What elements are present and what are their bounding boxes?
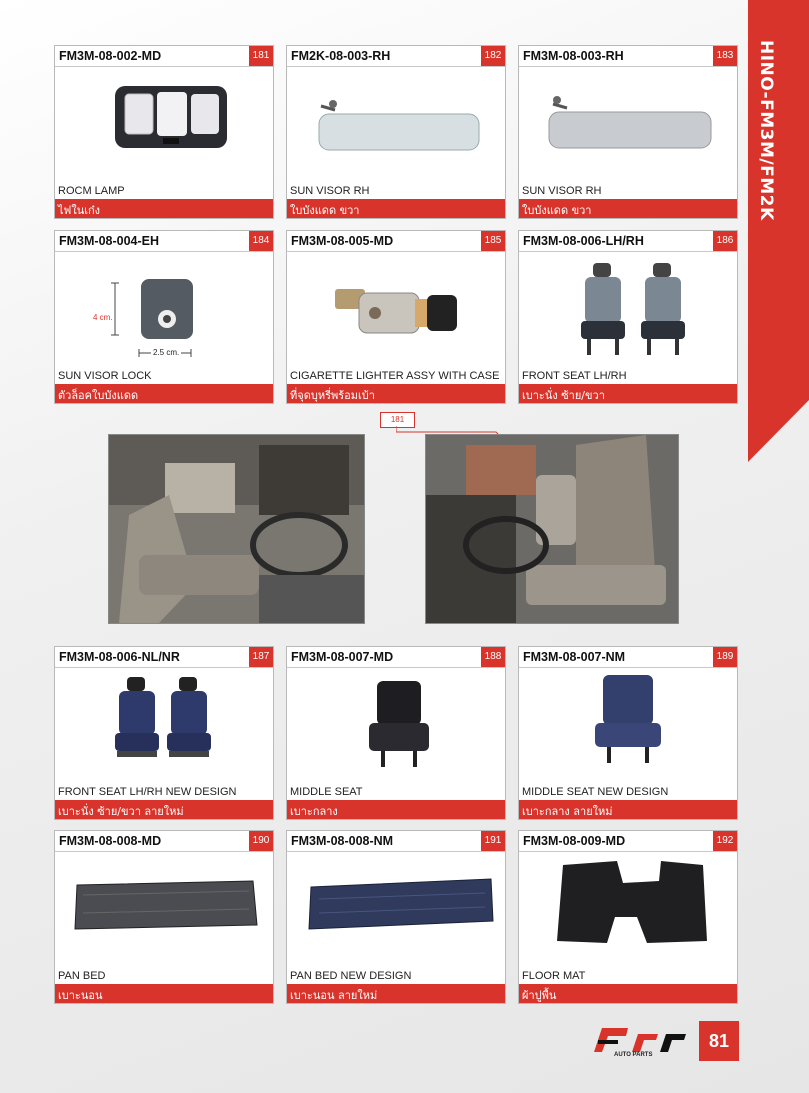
thai-label-band	[287, 384, 505, 403]
logo-subtitle: AUTO PARTS	[614, 1052, 653, 1058]
thai-label-band	[55, 199, 273, 218]
thai-label-band	[519, 800, 737, 819]
part-name-en: SUN VISOR LOCK	[58, 370, 152, 382]
thai-label-band	[519, 384, 737, 403]
page-number: 81	[699, 1021, 739, 1061]
cab-interior-photo-left	[108, 434, 365, 624]
product-card-181[interactable]	[54, 45, 274, 219]
product-card-187[interactable]	[54, 646, 274, 820]
middle-seat-icon	[295, 671, 497, 783]
product-card-190[interactable]	[54, 830, 274, 1004]
part-name-th: ไฟในเก๋ง	[58, 204, 101, 217]
dimension-width: 2.5 cm.	[153, 348, 180, 357]
pan-bed-new-icon	[295, 855, 497, 967]
card-header	[519, 831, 737, 852]
part-code: FM3M-08-009-MD	[523, 834, 626, 848]
card-header	[55, 831, 273, 852]
side-title	[746, 40, 786, 250]
sun-visor-icon	[527, 70, 729, 182]
visor-lock-icon	[63, 255, 265, 367]
thai-label-band	[519, 199, 737, 218]
part-code: FM3M-08-007-MD	[291, 650, 394, 664]
part-name-th: ตัวล็อคใบบังแดด	[58, 389, 139, 402]
pan-bed-icon	[63, 855, 265, 967]
room-lamp-icon	[63, 70, 265, 182]
card-header	[519, 231, 737, 252]
item-number: 186	[713, 231, 737, 251]
product-card-185[interactable]	[286, 230, 506, 404]
part-name-th: ที่จุดบุหรี่พร้อมเบ้า	[290, 389, 375, 402]
part-name-en: FRONT SEAT LH/RH NEW DESIGN	[58, 786, 237, 798]
dimension-height: 4 cm.	[93, 313, 113, 322]
part-code: FM3M-08-007-NM	[523, 650, 626, 664]
product-card-183[interactable]	[518, 45, 738, 219]
card-header	[287, 231, 505, 252]
part-name-en: FLOOR MAT	[522, 970, 586, 982]
part-name-en: MIDDLE SEAT	[290, 786, 363, 798]
thai-label-band	[287, 199, 505, 218]
photo-callout-label: 181	[380, 412, 415, 428]
product-card-186[interactable]	[518, 230, 738, 404]
part-code: FM3M-08-006-LH/RH	[523, 234, 644, 248]
part-code: FM3M-08-008-NM	[291, 834, 394, 848]
part-code: FM3M-08-008-MD	[59, 834, 162, 848]
part-code: FM3M-08-003-RH	[523, 49, 624, 63]
part-code: FM3M-08-004-EH	[59, 234, 160, 248]
thai-label-band	[55, 984, 273, 1003]
cab-interior-photo-right	[425, 434, 679, 624]
thai-label-band	[287, 984, 505, 1003]
part-name-th: เบาะนอน ลายใหม่	[290, 989, 378, 1002]
thai-label-band	[287, 800, 505, 819]
card-header	[519, 46, 737, 67]
item-number: 189	[713, 647, 737, 667]
item-number: 192	[713, 831, 737, 851]
side-title-text: HINO-FM3M/FM2K	[756, 40, 776, 221]
card-header	[55, 231, 273, 252]
sun-visor-icon	[295, 70, 497, 182]
part-name-th: เบาะนั่ง ซ้าย/ขวา ลายใหม่	[58, 805, 184, 818]
part-name-en: SUN VISOR RH	[522, 185, 602, 197]
card-header	[287, 46, 505, 67]
part-name-th: ผ้าปูพื้น	[522, 989, 557, 1002]
product-card-188[interactable]	[286, 646, 506, 820]
part-name-th: เบาะนั่ง ซ้าย/ขวา	[522, 389, 605, 402]
part-name-en: CIGARETTE LIGHTER ASSY WITH CASE	[290, 370, 500, 382]
floor-mat-icon	[527, 855, 729, 967]
pcr-logo	[588, 1022, 688, 1062]
part-name-th: เบาะนอน	[58, 989, 103, 1002]
card-header	[55, 647, 273, 668]
thai-label-band	[55, 384, 273, 403]
product-card-189[interactable]	[518, 646, 738, 820]
card-header	[519, 647, 737, 668]
part-name-en: SUN VISOR RH	[290, 185, 370, 197]
part-name-th: เบาะกลาง ลายใหม่	[522, 805, 613, 818]
item-number: 184	[249, 231, 273, 251]
item-number: 182	[481, 46, 505, 66]
part-name-th: เบาะกลาง	[290, 805, 338, 818]
item-number: 183	[713, 46, 737, 66]
cigarette-lighter-icon	[295, 255, 497, 367]
item-number: 181	[249, 46, 273, 66]
part-name-en: MIDDLE SEAT NEW DESIGN	[522, 786, 669, 798]
item-number: 185	[481, 231, 505, 251]
part-name-en: ROCM LAMP	[58, 185, 125, 197]
item-number: 187	[249, 647, 273, 667]
part-name-en: FRONT SEAT LH/RH	[522, 370, 627, 382]
part-name-th: ใบบังแดด ขวา	[290, 204, 360, 217]
part-name-en: PAN BED NEW DESIGN	[290, 970, 412, 982]
product-card-182[interactable]	[286, 45, 506, 219]
product-card-192[interactable]	[518, 830, 738, 1004]
part-code: FM3M-08-005-MD	[291, 234, 394, 248]
item-number: 188	[481, 647, 505, 667]
thai-label-band	[55, 800, 273, 819]
card-header	[55, 46, 273, 67]
part-name-th: ใบบังแดด ขวา	[522, 204, 592, 217]
front-seat-pair-new-icon	[63, 671, 265, 783]
part-code: FM3M-08-006-NL/NR	[59, 650, 180, 664]
front-seat-pair-icon	[527, 255, 729, 367]
card-header	[287, 647, 505, 668]
item-number: 190	[249, 831, 273, 851]
item-number: 191	[481, 831, 505, 851]
thai-label-band	[519, 984, 737, 1003]
part-code: FM3M-08-002-MD	[59, 49, 162, 63]
part-code: FM2K-08-003-RH	[291, 49, 391, 63]
middle-seat-new-icon	[527, 671, 729, 783]
product-card-184[interactable]	[54, 230, 274, 404]
card-header	[287, 831, 505, 852]
product-card-191[interactable]	[286, 830, 506, 1004]
part-name-en: PAN BED	[58, 970, 106, 982]
